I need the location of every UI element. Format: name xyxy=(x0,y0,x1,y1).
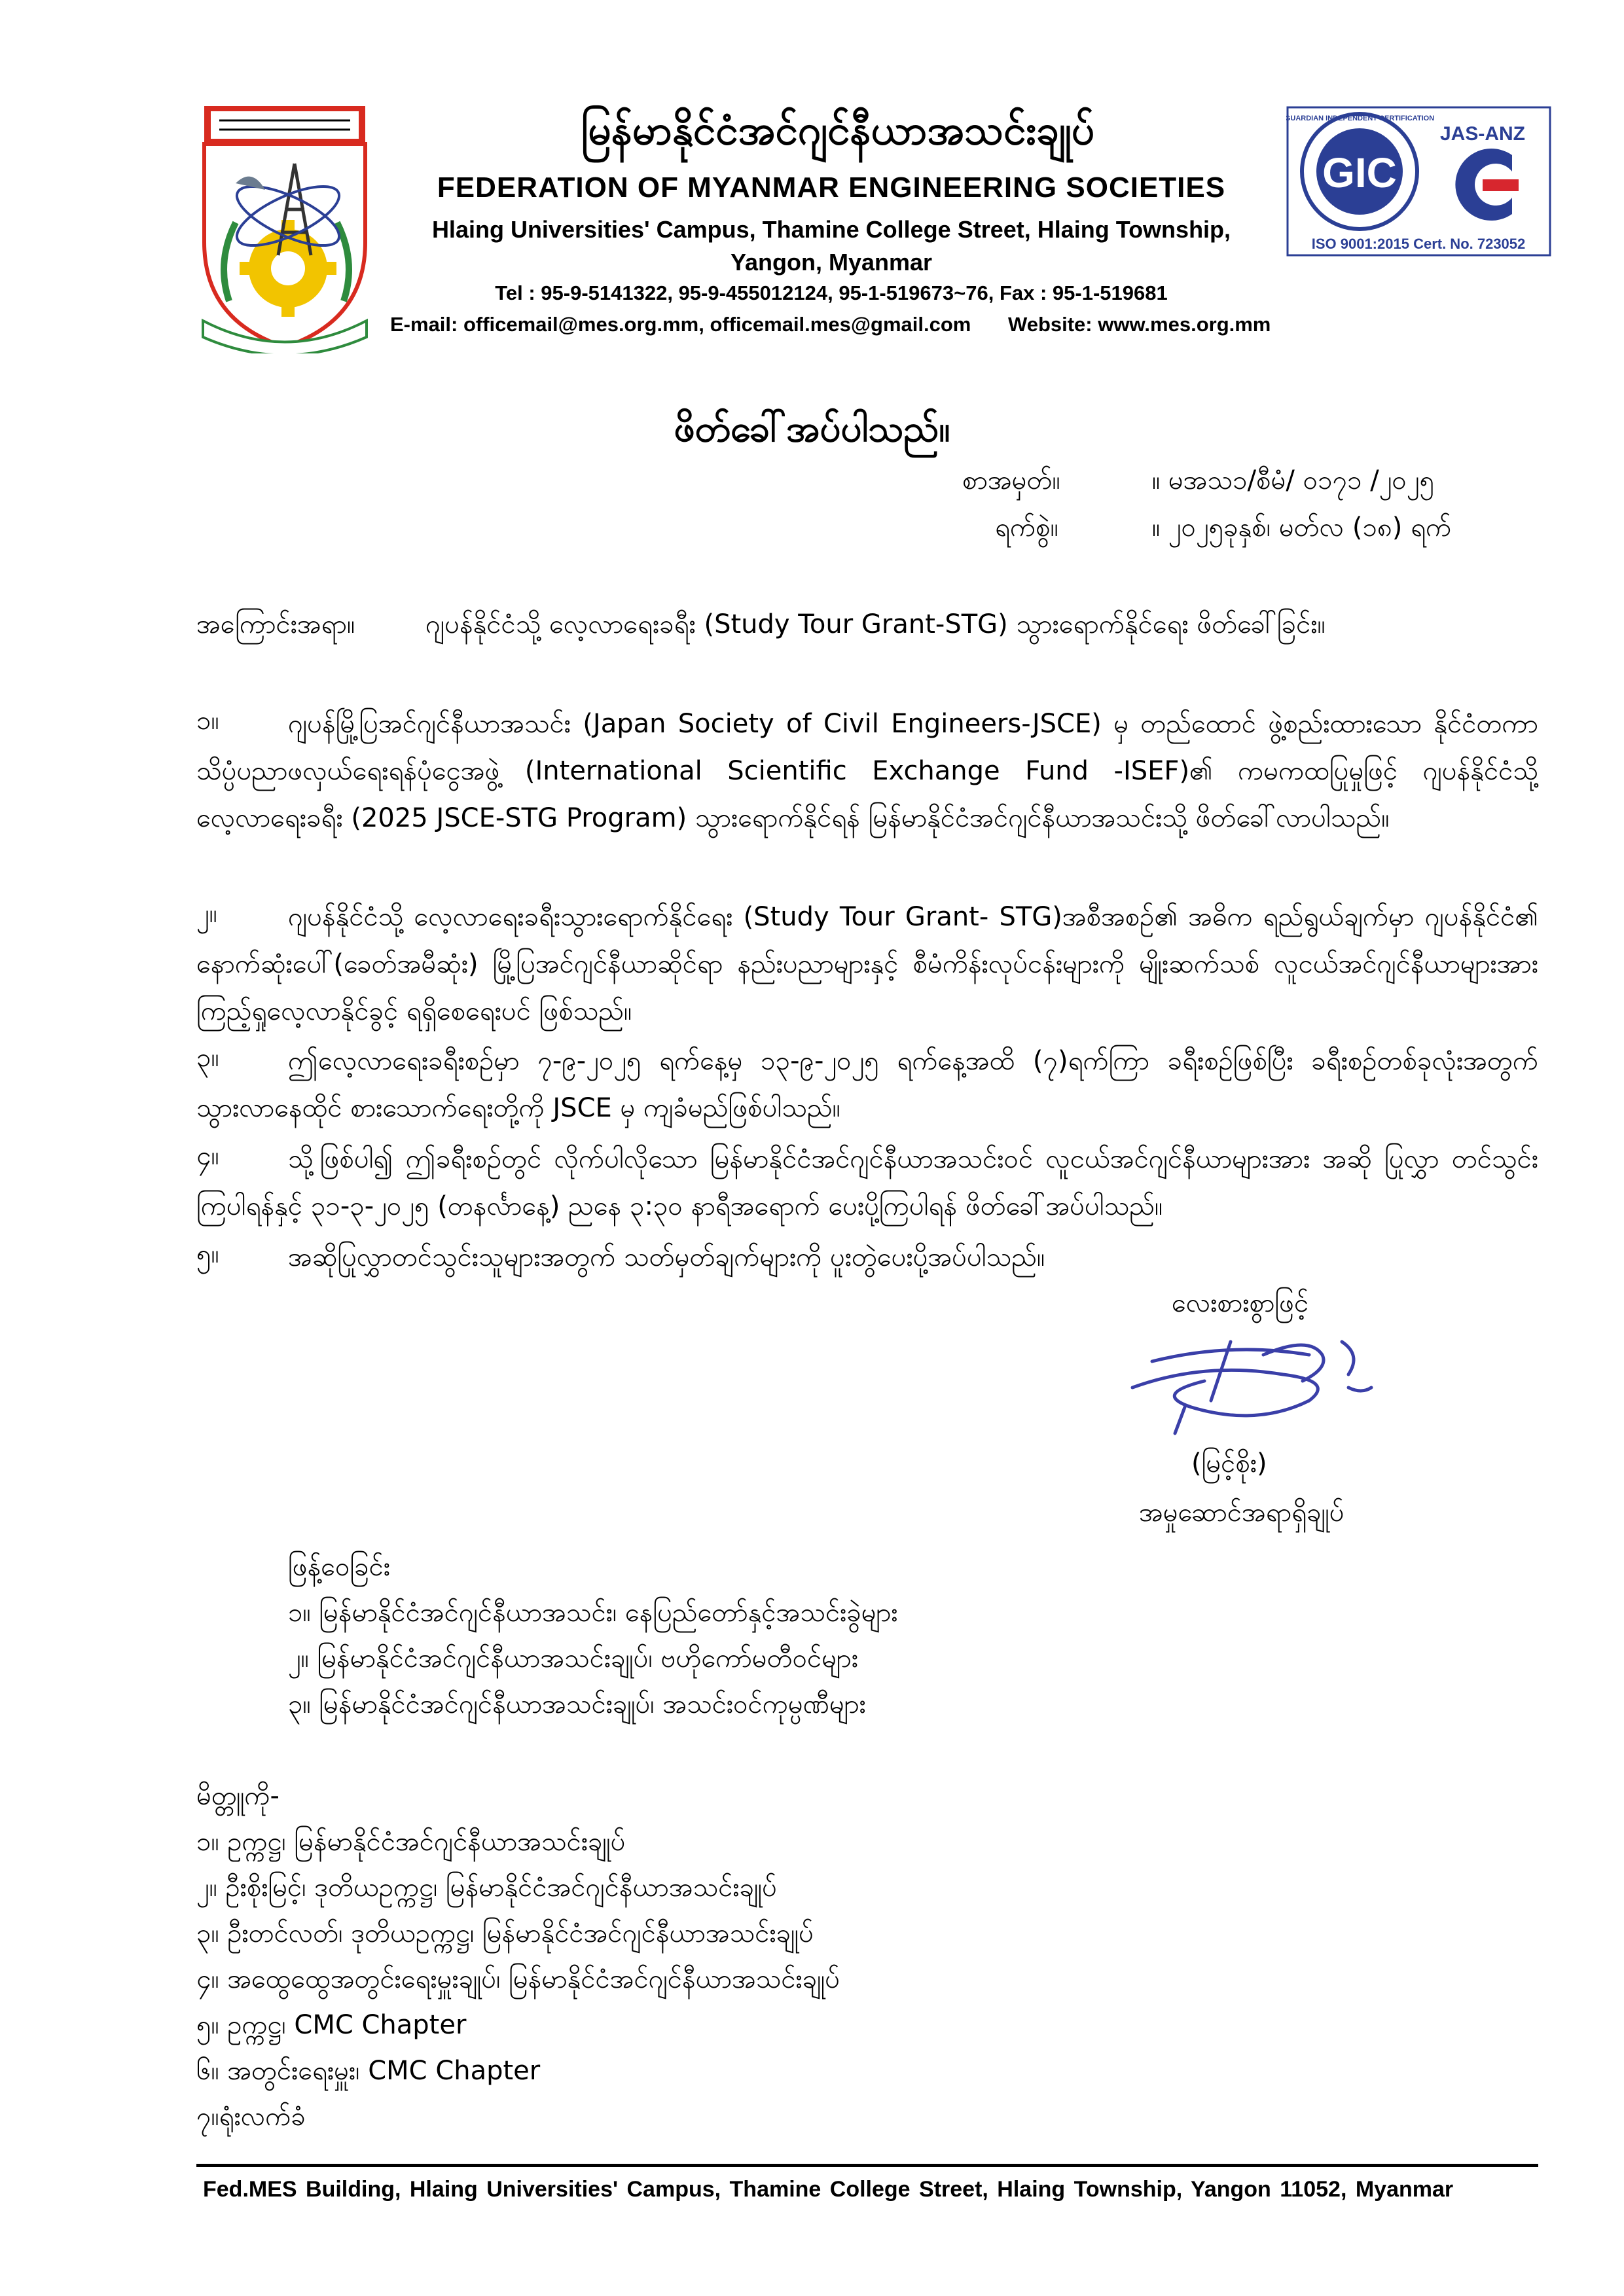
paragraph-text: ဤလေ့လာရေးခရီးစဉ်မှာ ၇-၉-၂၀၂၅ ရက်နေ့မှ ၁၃-၉-၂၀၂၅ ရက်နေ့အထိ (၇)ရက်ကြာ ခရီးစဉ်ဖြစ်ပြီး ခရီးစဉ်တစ်ခုလုံးအတွက် သွားလာနေထိုင် စားသောက်ရေးတို့ကို JSCE မှ ကျခံမည်ဖြစ်ပါသည်။ xyxy=(196,1046,1538,1123)
ref-number-value: ။ မအသ၁/စီမံ/ ၀၁၇၁ /၂၀၂၅ xyxy=(1152,465,1435,495)
handwritten-signature xyxy=(1113,1316,1388,1440)
paragraph-text: ဂျပန်မြို့ပြအင်ဂျင်နီယာအသင်း (Japan Society of Civil Engineers-JSCE) မှ တည်ထောင် ဖွဲ့စည်းထားသော နိုင်ငံတကာသိပ္ပံပညာဖလှယ်ရေးရန်ပုံငွေအဖွဲ့ (International Scientific Exchange Fund -ISEF)၏ ကမကထပြုမှုဖြင့် ဂျပန်နိုင်ငံသို့ လေ့လာရေးခရီး (2025 JSCE-STG Program) သွားရောက်နိုင်ရန် မြန်မာနိုင်ငံအင်ဂျင်နီယာအသင်းသို့ ဖိတ်ခေါ်လာပါသည်။ xyxy=(196,709,1538,833)
subject-text: ဂျပန်နိုင်ငံသို့ လေ့လာရေးခရီး (Study Tour Grant-STG) သွားရောက်နိုင်ရေး ဖိတ်ခေါ်ခြင်း။ xyxy=(425,609,1326,639)
cert-iso-number: ISO 9001:2015 Cert. No. 723052 xyxy=(1311,236,1526,252)
subject-label: အကြောင်းအရာ။ xyxy=(196,609,355,639)
paragraph-number: ၄။ xyxy=(196,1141,219,1171)
org-name-english: FEDERATION OF MYANMAR ENGINEERING SOCIETIES xyxy=(437,171,1226,204)
ref-number-label: စာအမှတ်။ xyxy=(962,465,1060,495)
copy-to-item: ၁။ ဥက္ကဋ္ဌ၊ မြန်မာနိုင်ငံအင်ဂျင်နီယာအသင်းချုပ် xyxy=(196,1827,626,1857)
signatory-name: (မြင့်စိုး) xyxy=(1191,1448,1267,1479)
contact-email: E-mail: officemail@mes.org.mm, officemail.mes@gmail.com xyxy=(390,313,971,336)
document-title: ဖိတ်ခေါ်အပ်ပါသည်။ xyxy=(674,408,950,450)
copy-to-label: မိတ္တူကို- xyxy=(196,1781,280,1811)
org-name-myanmar: မြန်မာနိုင်ငံအင်ဂျင်နီယာအသင်းချုပ် xyxy=(581,106,1095,154)
paragraph-number: ၃။ xyxy=(196,1043,219,1073)
distribution-item: ၃။ မြန်မာနိုင်ငံအင်ဂျင်နီယာအသင်းချုပ်၊ အသင်းဝင်ကုမ္ပဏီများ xyxy=(288,1689,866,1719)
contact-tel: Tel : 95-9-5141322, 95-9-455012124, 95-1-519673~76, Fax : 95-1-519681 xyxy=(495,281,1168,304)
copy-to-item: ၇။ရုံးလက်ခံ xyxy=(196,2102,306,2132)
copy-to-item: ၄။ အထွေထွေအတွင်းရေးမှူးချုပ်၊ မြန်မာနိုင်ငံအင်ဂျင်နီယာအသင်းချုပ် xyxy=(196,1964,840,1994)
cert-logo-text: GIC xyxy=(1322,149,1397,196)
paragraph-text: သို့ဖြစ်ပါ၍ ဤခရီးစဉ်တွင် လိုက်ပါလိုသော မြန်မာနိုင်ငံအင်ဂျင်နီယာအသင်းဝင် လူငယ်အင်ဂျင်နီယာများအား အဆို ပြုလွှာ တင်သွင်းကြပါရန်နှင့် ၃၁-၃-၂၀၂၅ (တနင်္လာနေ့) ညနေ ၃:၃၀ နာရီအရောက် ပေးပို့ကြပါရန် ဖိတ်ခေါ်အပ်ပါသည်။ xyxy=(196,1144,1538,1221)
paragraph-text: အဆိုပြုလွှာတင်သွင်းသူများအတွက် သတ်မှတ်ချက်များကို ပူးတွဲပေးပို့အပ်ပါသည်။ xyxy=(288,1242,1045,1272)
footer-address: Fed.MES Building, Hlaing Universities' Campus, Thamine College Street, Hlaing Township, Yangon 11052, Myanmar xyxy=(203,2177,1454,2202)
paragraph-number: ၅။ xyxy=(196,1239,219,1269)
contact-website: Website: www.mes.org.mm xyxy=(1008,313,1271,336)
iso-certification-logo xyxy=(1286,106,1551,257)
distribution-item: ၁။ မြန်မာနိုင်ငံအင်ဂျင်နီယာအသင်း၊ နေပြည်တော်နှင့်အသင်းခွဲများ xyxy=(288,1598,898,1628)
signatory-position: အမှုဆောင်အရာရှိချုပ် xyxy=(1139,1498,1344,1528)
footer-divider xyxy=(196,2164,1538,2167)
address-line-1: Hlaing Universities' Campus, Thamine College Street, Hlaing Township, xyxy=(431,216,1231,243)
copy-to-item: ၂။ ဦးစိုးမြင့်၊ ဒုတိယဥက္ကဋ္ဌ၊ မြန်မာနိုင်ငံအင်ဂျင်နီယာအသင်းချုပ် xyxy=(196,1873,777,1903)
copy-to-item: ၅။ ဥက္ကဋ္ဌ၊ CMC Chapter xyxy=(196,2010,467,2040)
copy-to-item: ၃။ ဦးတင်လတ်၊ ဒုတိယဥက္ကဋ္ဌ၊ မြန်မာနိုင်ငံအင်ဂျင်နီယာအသင်းချုပ် xyxy=(196,1918,814,1948)
closing-salutation: လေးစားစွာဖြင့် xyxy=(1172,1288,1309,1318)
address-line-2: Yangon, Myanmar xyxy=(730,249,933,276)
distribution-label: ဖြန့်ဝေခြင်း xyxy=(288,1552,391,1582)
date-value: ။ ၂၀၂၅ခုနှစ်၊ မတ်လ (၁၈) ရက် xyxy=(1152,512,1452,543)
distribution-item: ၂။ မြန်မာနိုင်ငံအင်ဂျင်နီယာအသင်းချုပ်၊ ဗဟိုကော်မတီဝင်များ xyxy=(288,1643,859,1674)
paragraph-text: ဂျပန်နိုင်ငံသို့ လေ့လာရေးခရီးသွားရောက်နိုင်ရေး (Study Tour Grant- STG)အစီအစဉ်၏ အဓိက ရည်ရွယ်ချက်မှာ ဂျပန်နိုင်ငံ၏ နောက်ဆုံးပေါ်(ခေတ်အမီဆုံး) မြို့ပြအင်ဂျင်နီယာဆိုင်ရာ နည်းပညာများနှင့် စီမံကိန်းလုပ်ငန်းများကို မျိုးဆက်သစ် လူငယ်အင်ဂျင်နီယာများအား ကြည့်ရှုလေ့လာနိုင်ခွင့် ရရှိစေရေးပင် ဖြစ်သည်။ xyxy=(196,902,1538,1026)
paragraph-number: ၂။ xyxy=(196,899,217,929)
cert-ring-text: GUARDIAN INDEPENDENT CERTIFICATION xyxy=(1286,115,1435,122)
cert-jas-anz: JAS-ANZ xyxy=(1439,123,1526,145)
date-label: ရက်စွဲ။ xyxy=(995,512,1058,543)
paragraph-number: ၁။ xyxy=(196,706,219,736)
copy-to-item: ၆။ အတွင်းရေးမှူး၊ CMC Chapter xyxy=(196,2056,541,2086)
fmes-logo xyxy=(190,105,380,353)
